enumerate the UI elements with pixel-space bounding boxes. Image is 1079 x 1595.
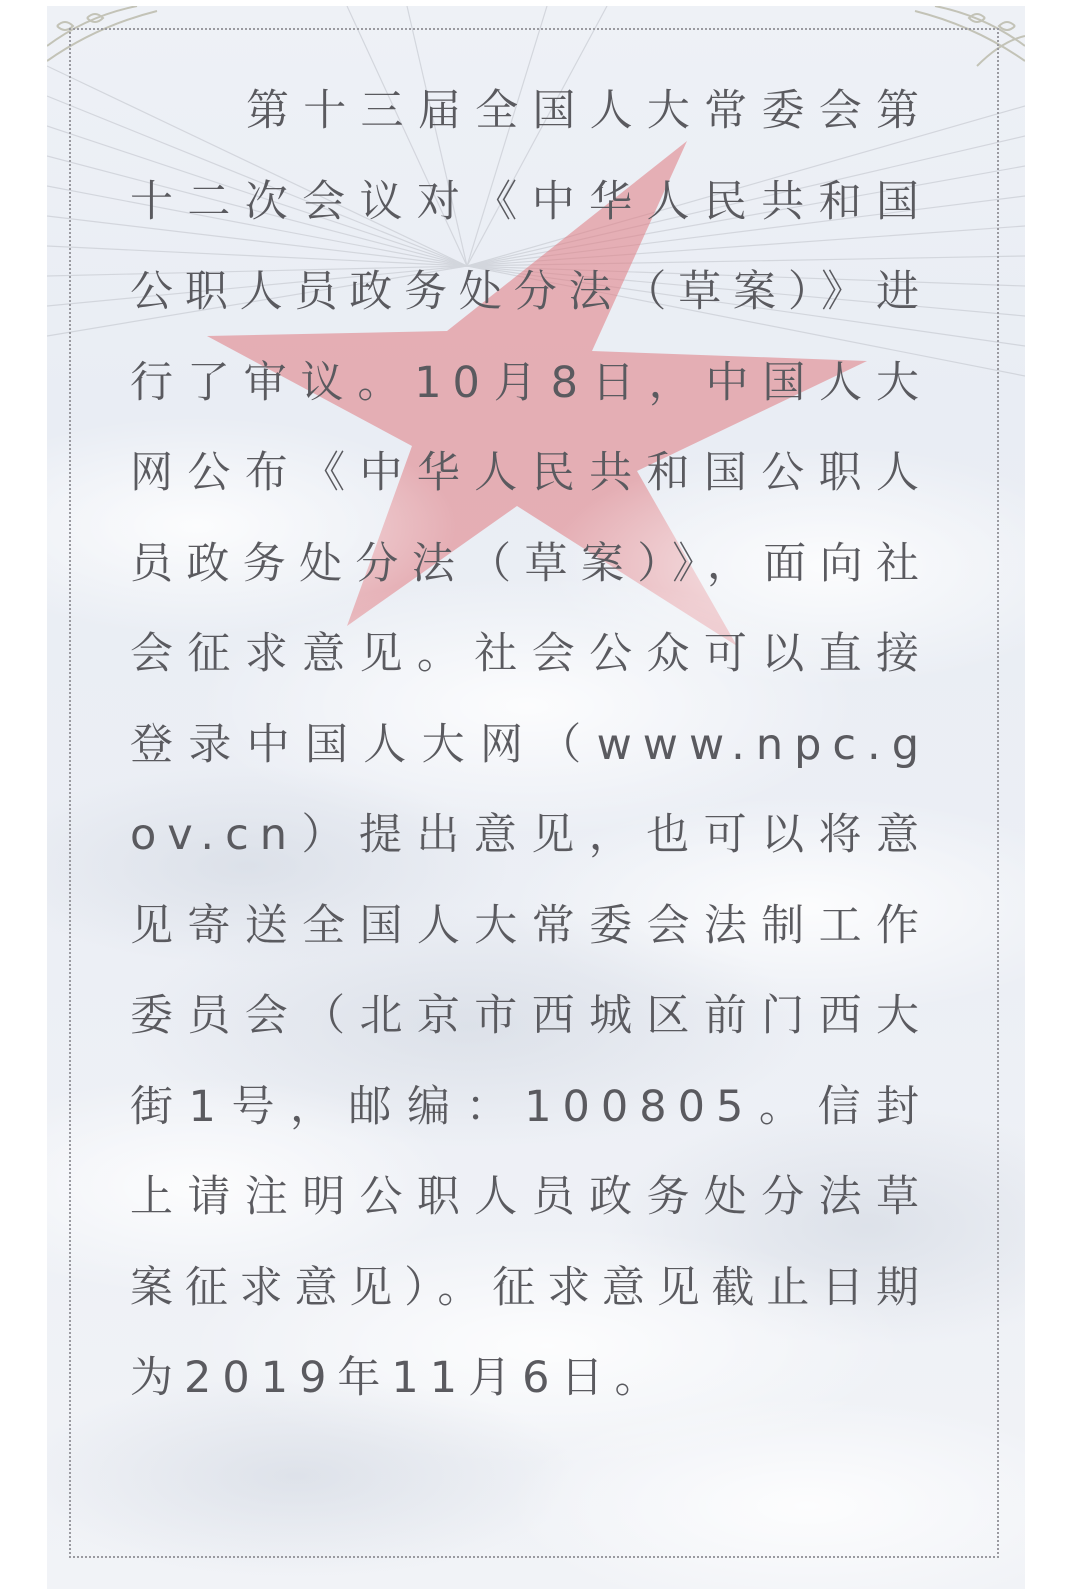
- article-body: 第十三届全国人大常委会第十二次会议对《中华人民共和国公职人员政务处分法（草案）》进行了审议。10月8日，中国人大网公布《中华人民共和国公职人员政务处分法（草案）》，面向社会征求意见。社会公众可以直接登录中国人大网（www.npc.gov.cn）提出意见，也可以将意见寄送全国人大常委会法制工作委员会（北京市西城区前门西大街1号，邮编：100805。信封上请注明公职人员政务处分法草案征求意见）。征求意见截止日期为2019年11月6日。: [130, 86, 930, 1403]
- article-card: [47, 6, 1025, 1589]
